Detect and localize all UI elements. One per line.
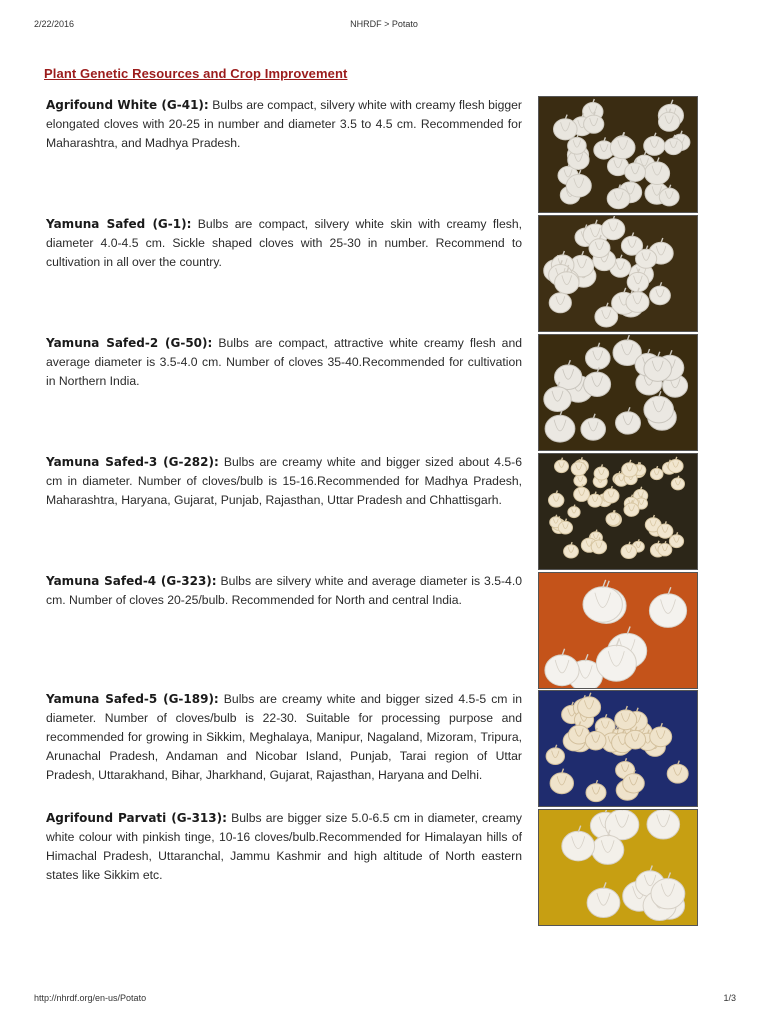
variety-entry xyxy=(46,809,522,885)
header-title: NHRDF > Potato xyxy=(350,19,418,29)
garlic-photo-graphic xyxy=(539,454,697,569)
garlic-photo xyxy=(538,690,698,807)
section-title[interactable]: Plant Genetic Resources and Crop Improvement xyxy=(44,66,348,81)
garlic-photo xyxy=(538,809,698,926)
garlic-photo xyxy=(538,572,698,689)
variety-entry xyxy=(46,572,522,610)
variety-name: Yamuna Safed-4 (G-323): xyxy=(46,574,217,588)
variety-description: Bulbs are compact, silvery white with creamy flesh bigger elongated cloves with 20-25 in number and diameter 3.5 to 4.5 cm. Recommended for Maharashtra, and Madhya Pradesh. xyxy=(46,98,522,150)
variety-name: Agrifound Parvati (G-313): xyxy=(46,811,227,825)
page-number: 1/3 xyxy=(723,993,736,1003)
garlic-photo xyxy=(538,334,698,451)
variety-entry xyxy=(46,690,522,785)
garlic-photo-graphic xyxy=(539,97,697,212)
page-footer xyxy=(0,993,768,1007)
variety-entry xyxy=(46,96,522,153)
variety-description: Bulbs are silvery white and average diameter is 3.5-4.0 cm. Number of cloves 20-25/bulb. Recommended for North and central India. xyxy=(46,574,522,607)
variety-name: Yamuna Safed-3 (G-282): xyxy=(46,455,219,469)
variety-name: Agrifound White (G-41): xyxy=(46,98,209,112)
page-url: http://nhrdf.org/en-us/Potato xyxy=(34,993,147,1003)
variety-description: Bulbs are creamy white and bigger sized 4.5-5 cm in diameter. Number of cloves/bulb is 22-30. Suitable for processing purpose and recommended for growing in Sikkim, Meghalaya, Manipur, Nagaland, Mizoram, Tripura, Arunachal Pradesh, Andaman and Nicobar Island, Punjab, Tarai region of Uttar Pradesh, Uttarakhand, Bihar, Jharkhand, Gujarat, Rajasthan, Haryana and Delhi. xyxy=(46,692,522,782)
variety-name: Yamuna Safed (G-1): xyxy=(46,217,192,231)
variety-entry xyxy=(46,215,522,272)
print-date: 2/22/2016 xyxy=(34,19,75,29)
garlic-photo-graphic xyxy=(539,691,697,806)
variety-name: Yamuna Safed-5 (G-189): xyxy=(46,692,219,706)
variety-description: Bulbs are creamy white and bigger sized about 4.5-6 cm in diameter. Number of cloves/bulb is 15-16.Recommended for Madhya Pradesh, Maharashtra, Haryana, Gujarat, Punjab, Rajasthan, Uttar Pradesh and Chhattisgarh. xyxy=(46,455,522,507)
variety-name: Yamuna Safed-2 (G-50): xyxy=(46,336,213,350)
garlic-photo xyxy=(538,453,698,570)
garlic-bulb xyxy=(647,810,680,839)
garlic-photo xyxy=(538,215,698,332)
variety-description: Bulbs are compact, attractive white creamy flesh and average diameter is 3.5-4.0 cm. Number of cloves 35-40.Recommended for cultivation in Northern India. xyxy=(46,336,522,388)
variety-description: Bulbs are bigger size 5.0-6.5 cm in diameter, creamy white colour with pinkish tinge, 10-16 cloves/bulb.Recommended for Himalayan hills of Himachal Pradesh, Uttaranchal, Jammu Kashmir and high altitude of North eastern states like Sikkim etc. xyxy=(46,811,523,882)
page-header xyxy=(0,19,768,33)
garlic-photo-graphic xyxy=(539,573,697,688)
garlic-photo-graphic xyxy=(539,810,697,925)
garlic-photo xyxy=(538,96,698,213)
garlic-photo-graphic xyxy=(539,335,697,450)
variety-description: Bulbs are compact, silvery white skin with creamy flesh, diameter 4.0-4.5 cm. Sickle shaped cloves with 25-30 in number. Recommend to cultivation in all over the country. xyxy=(46,217,522,269)
garlic-photo-graphic xyxy=(539,216,697,331)
variety-entry xyxy=(46,453,522,510)
variety-entry xyxy=(46,334,522,391)
